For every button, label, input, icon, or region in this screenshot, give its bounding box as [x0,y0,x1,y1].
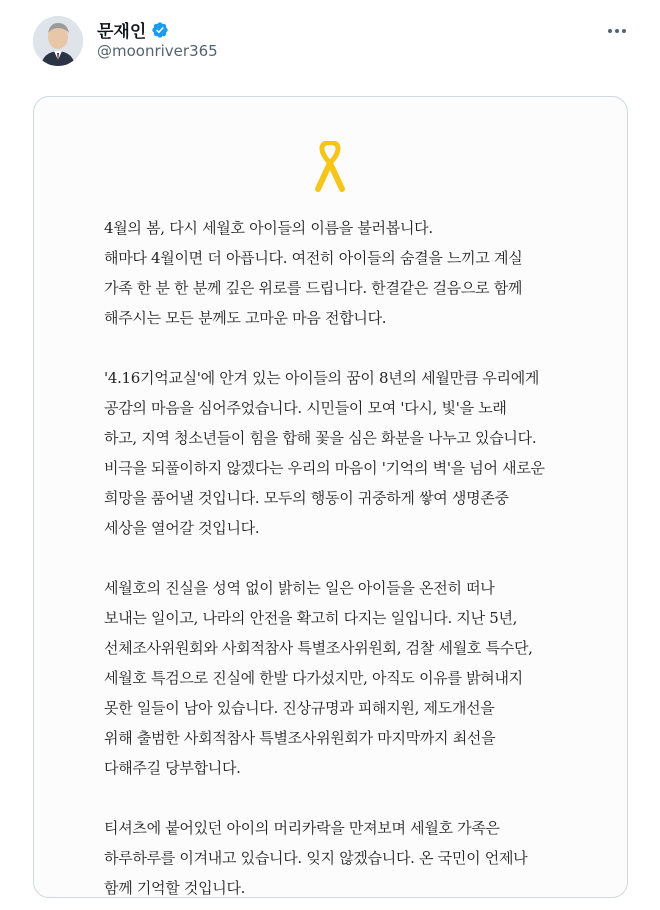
tweet-image[interactable] [33,96,628,898]
letter-line: 세월호의 진실을 성역 없이 밝히는 일은 아이들을 온전히 떠나 [104,579,495,597]
letter-line: 4월의 봄, 다시 세월호 아이들의 이름을 불러봅니다. [104,219,433,237]
letter-line: 세월호 특검으로 진실에 한발 다가섰지만, 아직도 이유를 밝혀내지 [104,669,523,687]
tweet-header [0,0,660,80]
letter-line: 다해주길 당부합니다. [104,759,241,777]
letter-line: 못한 일들이 남아 있습니다. 진상규명과 피해지원, 제도개선을 [104,699,495,717]
letter-line: 희망을 품어낼 것입니다. 모두의 행동이 귀중하게 쌓여 생명존중 [104,489,509,507]
letter-line: 공감의 마음을 심어주었습니다. 시민들이 모여 '다시, 빛'을 노래 [104,399,507,417]
avatar-portrait [33,16,83,66]
author-name-row[interactable] [97,17,169,42]
verified-badge-icon [151,21,169,39]
letter-line: 하루하루를 이겨내고 있습니다. 잊지 않겠습니다. 온 국민이 언제나 [104,849,528,867]
avatar[interactable] [33,16,83,66]
yellow-ribbon-icon [312,141,348,193]
author-name[interactable]: 문재인 [97,22,147,42]
letter-line: 위해 출범한 사회적참사 특별조사위원회가 마지막까지 최선을 [104,729,496,747]
author-handle[interactable]: @moonriver365 [97,42,218,60]
letter-line: 함께 기억할 것입니다. [104,879,246,897]
more-options-icon[interactable] [603,20,631,42]
letter-line: 티셔츠에 붙어있던 아이의 머리카락을 만져보며 세월호 가족은 [104,819,500,837]
letter-line: 비극을 되풀이하지 않겠다는 우리의 마음이 '기억의 벽'을 넘어 새로운 [104,459,545,477]
letter-line: 보내는 일이고, 나라의 안전을 확고히 다지는 일입니다. 지난 5년, [104,609,518,627]
letter-line: 세상을 열어갈 것입니다. [104,519,260,537]
letter-paragraph [104,213,574,333]
letter-paragraph [104,363,574,543]
letter-line: 선체조사위원회와 사회적참사 특별조사위원회, 검찰 세월호 특수단, [104,639,533,657]
letter-line: '4.16기억교실'에 안겨 있는 아이들의 꿈이 8년의 세월만큼 우리에게 [104,369,540,387]
letter-text [104,213,574,898]
letter-paragraph [104,573,574,783]
letter-line: 가족 한 분 한 분께 깊은 위로를 드립니다. 한결같은 걸음으로 함께 [104,279,523,297]
letter-line: 해주시는 모든 분께도 고마운 마음 전합니다. [104,309,387,327]
letter-line: 하고, 지역 청소년들이 힘을 합해 꽃을 심은 화분을 나누고 있습니다. [104,429,537,447]
letter-paragraph [104,813,574,898]
letter-line: 해마다 4월이면 더 아픕니다. 여전히 아이들의 숨결을 느끼고 계실 [104,249,523,267]
